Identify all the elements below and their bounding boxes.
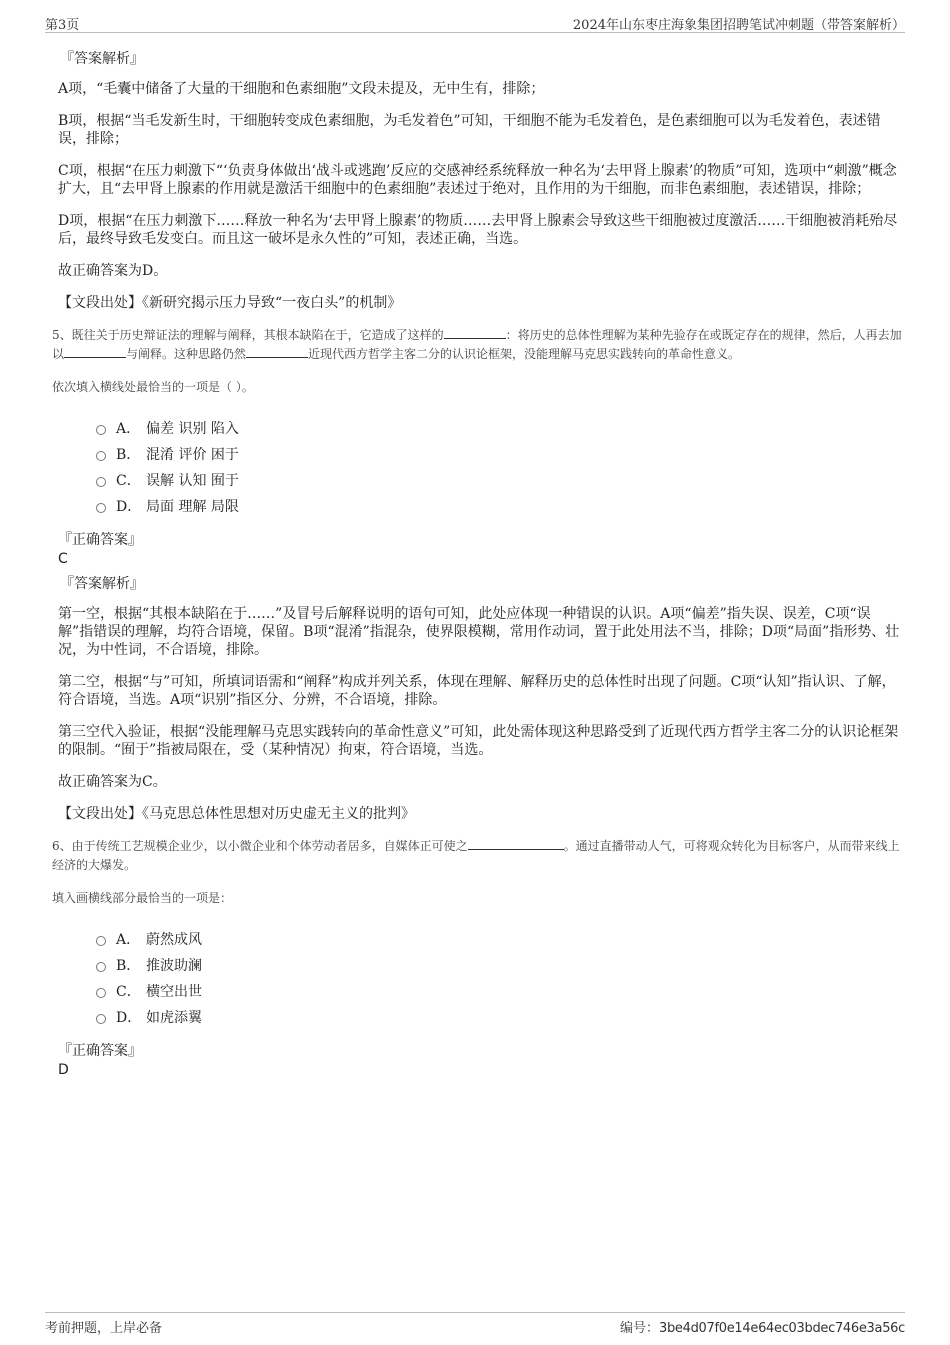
source-citation: 【文段出处】《马克思总体性思想对历史虚无主义的批判》 <box>58 806 415 822</box>
option-b[interactable]: B． 混淆 评价 困于 <box>96 441 902 467</box>
question-5-stem: 5、既往关于历史辩证法的理解与阐释，其根本缺陷在于，它造成了这样的 ：将历史的总体性理解为某种先验存在或既定存在的规律，然后，人再去加以 与阐释。这种思路仍然 近现代西方哲学主客二分的认识论框架，没能理解马克思实践转向的革命性意义。 <box>52 328 902 361</box>
conclusion: 故正确答案为C。 <box>58 774 167 790</box>
question-5-options <box>96 415 902 519</box>
radio-icon[interactable] <box>96 988 106 998</box>
blank-line <box>64 345 126 358</box>
radio-icon[interactable] <box>96 936 106 946</box>
blank-line <box>246 345 308 358</box>
page-header <box>45 10 905 33</box>
radio-icon[interactable] <box>96 962 106 972</box>
analysis-paragraph: C项，根据“在压力刺激下“‘负责身体做出‘战斗或逃跑’反应的交感神经系统释放一种名为‘去甲肾上腺素’的物质”可知，选项中“刺激”概念扩大，且“去甲肾上腺素的作用就是激活干细胞中的色素细胞”表述过于绝对，且作用的为干细胞，而非色素细胞，表述错误，排除； <box>58 163 897 197</box>
radio-icon[interactable] <box>96 425 106 435</box>
option-a[interactable]: A． 偏差 识别 陷入 <box>96 415 902 441</box>
option-a[interactable]: A． 蔚然成风 <box>96 926 902 952</box>
option-d[interactable]: D． 局面 理解 局限 <box>96 493 902 519</box>
question-6-instruction: 填入画横线部分最恰当的一项是： <box>52 891 233 905</box>
question-6-options <box>96 926 902 1030</box>
blank-line <box>468 837 564 850</box>
source-citation: 【文段出处】《新研究揭示压力导致“一夜白头”的机制》 <box>58 295 402 311</box>
question-6-stem: 6、由于传统工艺规模企业少，以小微企业和个体劳动者居多，自媒体正可使之 。通过直播带动人气，可将观众转化为目标客户，从而带来线上经济的大爆发。 <box>52 839 900 872</box>
correct-answer-heading: 『正确答案』 <box>58 1043 142 1059</box>
analysis-paragraph: 第二空，根据“与”可知，所填词语需和“阐释”构成并列关系，体现在理解、解释历史的总体性时出现了问题。C项“认知”指认识、了解，符合语境，当选。A项“识别”指区分、分辨，不合语境，排除。 <box>58 674 896 708</box>
radio-icon[interactable] <box>96 1014 106 1024</box>
document-id: 编号：3be4d07f0e14e64ec03bdec746e3a56c <box>619 1321 905 1336</box>
radio-icon[interactable] <box>96 503 106 513</box>
analysis-paragraph: B项，根据“当毛发新生时，干细胞转变成色素细胞，为毛发着色”可知，干细胞不能为毛发着色，是色素细胞可以为毛发着色，表述错误，排除； <box>58 113 881 147</box>
analysis-paragraph: A项，“毛囊中储备了大量的干细胞和色素细胞”文段未提及，无中生有，排除； <box>58 81 545 97</box>
footer-slogan: 考前押题，上岸必备 <box>45 1321 163 1336</box>
option-d[interactable]: D． 如虎添翼 <box>96 1004 902 1030</box>
analysis-heading: 『答案解析』 <box>60 576 144 592</box>
correct-answer: C <box>58 551 68 567</box>
radio-icon[interactable] <box>96 477 106 487</box>
page-content <box>52 40 902 1082</box>
option-c[interactable]: C． 横空出世 <box>96 978 902 1004</box>
conclusion: 故正确答案为D。 <box>58 263 168 279</box>
document-title: 2024年山东枣庄海象集团招聘笔试冲刺题（带答案解析） <box>572 18 905 33</box>
correct-answer: D <box>58 1062 69 1078</box>
blank-line <box>444 326 506 339</box>
question-5-instruction: 依次填入横线处最恰当的一项是（ ）。 <box>52 380 254 394</box>
page-number: 第3页 <box>45 18 80 33</box>
analysis-paragraph: D项，根据“在压力刺激下……释放一种名为‘去甲肾上腺素’的物质……去甲肾上腺素会导致这些干细胞被过度激活……干细胞被消耗殆尽后，最终导致毛发变白。而且这一破坏是永久性的”可知，表述正确，当选。 <box>58 213 898 247</box>
analysis-paragraph: 第一空，根据“其根本缺陷在于……”及冒号后解释说明的语句可知，此处应体现一种错误的认识。A项“偏差”指失误、误差，C项“误解”指错误的理解，均符合语境，保留。B项“混淆”指混杂，使界限模糊，常用作动词，置于此处用法不当，排除；D项“局面”指形势、壮况，为中性词，不合语境，排除。 <box>58 606 900 658</box>
analysis-paragraph: 第三空代入验证，根据“没能理解马克思实践转向的革命性意义”可知，此处需体现这种思路受到了近现代西方哲学主客二分的认识论框架的限制。“囿于”指被局限在，受（某种情况）拘束，符合语境，当选。 <box>58 724 899 758</box>
analysis-heading: 『答案解析』 <box>60 51 144 67</box>
option-b[interactable]: B． 推波助澜 <box>96 952 902 978</box>
page-footer <box>45 1312 905 1335</box>
option-c[interactable]: C． 误解 认知 囿于 <box>96 467 902 493</box>
correct-answer-heading: 『正确答案』 <box>58 532 142 548</box>
radio-icon[interactable] <box>96 451 106 461</box>
